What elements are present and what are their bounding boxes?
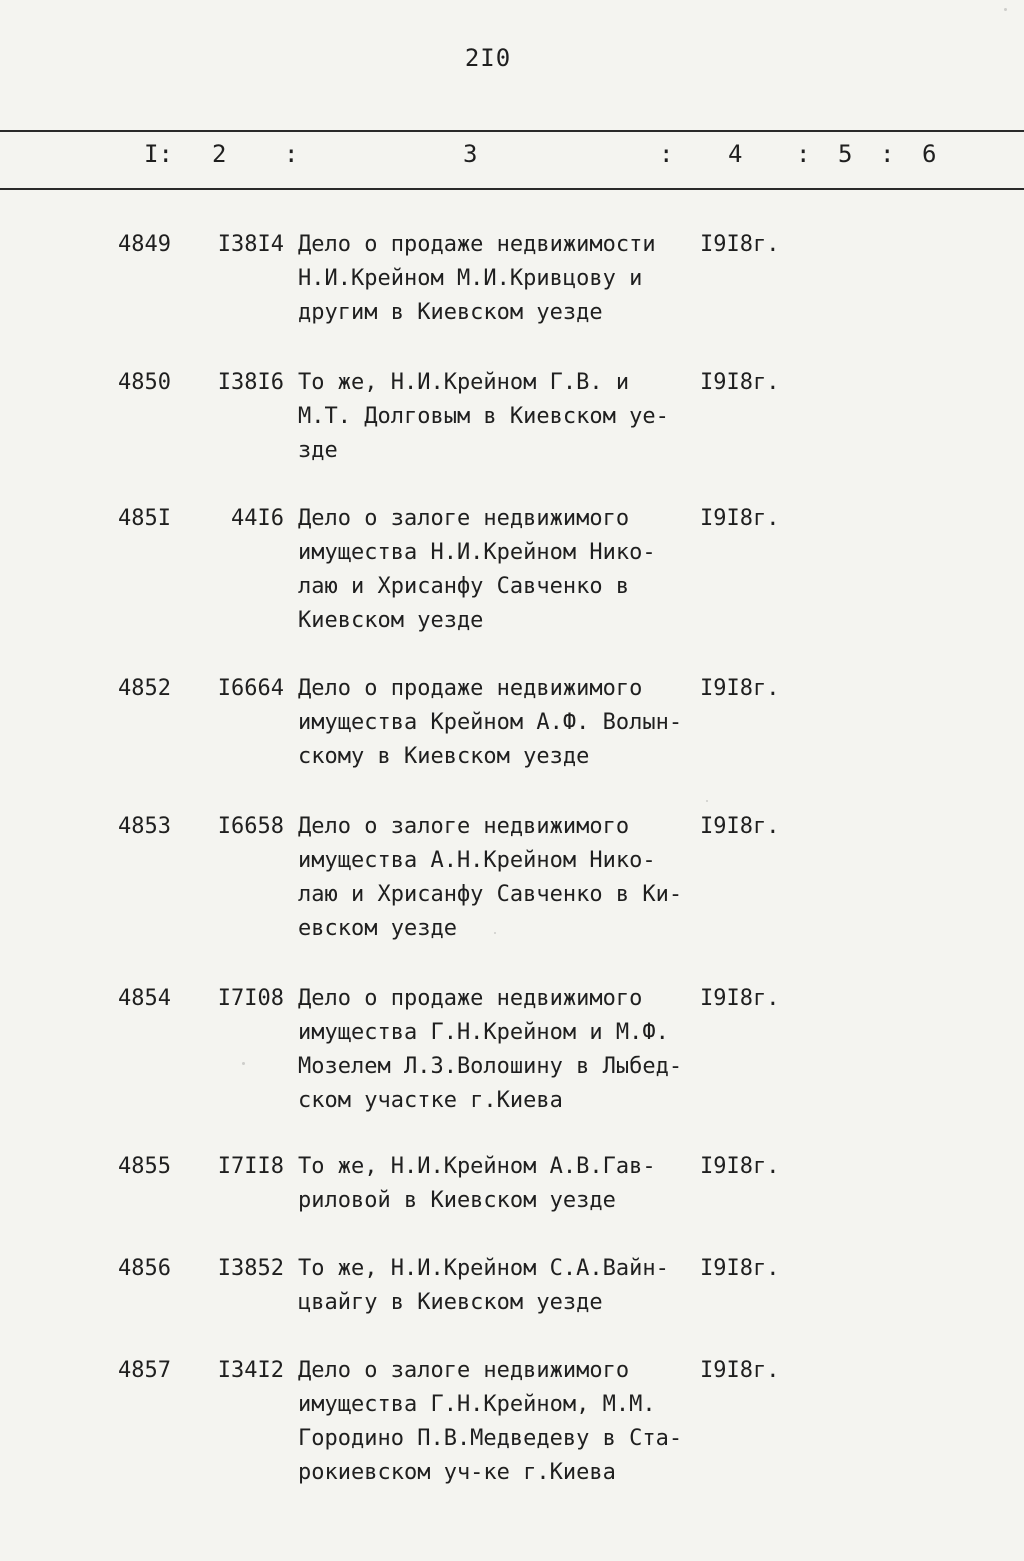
scan-speck — [1004, 8, 1007, 11]
description-line: риловой в Киевском уезде — [298, 1188, 616, 1213]
description-line: Дело о продаже недвижимого — [298, 676, 643, 701]
entry-description — [298, 810, 682, 946]
entry-code: I3852 — [217, 1256, 284, 1281]
entry-code: I7I08 — [217, 986, 284, 1011]
entry-year: I9I8г. — [700, 506, 780, 531]
description-line: рокиевском уч-ке г.Киева — [298, 1460, 616, 1485]
scan-speck — [242, 1062, 245, 1065]
description-line: Мозелем Л.З.Волошину в Лыбед- — [298, 1054, 683, 1079]
entry-description — [298, 982, 682, 1118]
column-separator: : — [796, 140, 811, 168]
entry-number: 4849 — [118, 232, 171, 257]
description-line: имущества Г.Н.Крейном и М.Ф. — [298, 1020, 669, 1045]
description-line: Городино П.В.Медведеву в Ста- — [298, 1426, 683, 1451]
entry-description — [298, 502, 656, 638]
description-line: лаю и Хрисанфу Савченко в — [298, 574, 630, 599]
entry-number: 4855 — [118, 1154, 171, 1179]
column-header-4: 4 — [728, 140, 743, 168]
description-line: Киевском уезде — [298, 608, 484, 633]
description-line: евском уезде — [298, 916, 457, 941]
description-line: ском участке г.Киева — [298, 1088, 563, 1113]
description-line: цвайгу в Киевском уезде — [298, 1290, 603, 1315]
entry-description — [298, 366, 669, 468]
entry-description — [298, 1354, 682, 1490]
entry-number: 4850 — [118, 370, 171, 395]
description-line: лаю и Хрисанфу Савченко в Ки- — [298, 882, 683, 907]
entry-description — [298, 228, 656, 330]
entry-year: I9I8г. — [700, 1256, 780, 1281]
entry-number: 4857 — [118, 1358, 171, 1383]
description-line: Дело о продаже недвижимости — [298, 232, 656, 257]
page-number: 2I0 — [464, 44, 512, 72]
column-separator: : — [880, 140, 895, 168]
entry-year: I9I8г. — [700, 1358, 780, 1383]
description-line: То же, Н.И.Крейном А.В.Гав- — [298, 1154, 656, 1179]
entry-number: 485I — [118, 506, 171, 531]
entry-code: I38I6 — [217, 370, 284, 395]
header-bottom-rule — [0, 188, 1024, 190]
description-line: То же, Н.И.Крейном Г.В. и — [298, 370, 630, 395]
description-line: Дело о залоге недвижимого — [298, 814, 630, 839]
column-separator: : — [284, 140, 299, 168]
description-line: имущества Н.И.Крейном Нико- — [298, 540, 656, 565]
description-line: имущества Г.Н.Крейном, М.М. — [298, 1392, 656, 1417]
entry-code: I7II8 — [217, 1154, 284, 1179]
entry-year: I9I8г. — [700, 370, 780, 395]
entry-description — [298, 1252, 669, 1320]
entry-number: 4852 — [118, 676, 171, 701]
entry-year: I9I8г. — [700, 1154, 780, 1179]
description-line: То же, Н.И.Крейном С.А.Вайн- — [298, 1256, 669, 1281]
column-separator: : — [659, 140, 674, 168]
entry-number: 4854 — [118, 986, 171, 1011]
entry-code: I6664 — [217, 676, 284, 701]
header-top-rule — [0, 130, 1024, 132]
scan-speck — [706, 800, 708, 802]
scan-speck — [494, 932, 496, 934]
entry-code: I34I2 — [217, 1358, 284, 1383]
column-header-5: 5 — [838, 140, 853, 168]
description-line: Н.И.Крейном М.И.Кривцову и — [298, 266, 643, 291]
entry-number: 4853 — [118, 814, 171, 839]
column-header-6: 6 — [922, 140, 937, 168]
description-line: Дело о залоге недвижимого — [298, 1358, 630, 1383]
entry-code: I6658 — [217, 814, 284, 839]
entry-year: I9I8г. — [700, 676, 780, 701]
description-line: другим в Киевском уезде — [298, 300, 603, 325]
description-line: зде — [298, 438, 338, 463]
description-line: имущества А.Н.Крейном Нико- — [298, 848, 656, 873]
column-header-3: 3 — [463, 140, 478, 168]
entry-code: I38I4 — [217, 232, 284, 257]
description-line: скому в Киевском уезде — [298, 744, 590, 769]
column-header-1: I: — [144, 140, 173, 168]
entry-number: 4856 — [118, 1256, 171, 1281]
entry-description — [298, 672, 682, 774]
entry-year: I9I8г. — [700, 232, 780, 257]
entry-code: 44I6 — [231, 506, 284, 531]
entry-description — [298, 1150, 656, 1218]
description-line: М.Т. Долговым в Киевском уе- — [298, 404, 669, 429]
description-line: Дело о продаже недвижимого — [298, 986, 643, 1011]
column-header-2: 2 — [212, 140, 227, 168]
description-line: имущества Крейном А.Ф. Волын- — [298, 710, 683, 735]
description-line: Дело о залоге недвижимого — [298, 506, 630, 531]
entry-year: I9I8г. — [700, 814, 780, 839]
entry-year: I9I8г. — [700, 986, 780, 1011]
